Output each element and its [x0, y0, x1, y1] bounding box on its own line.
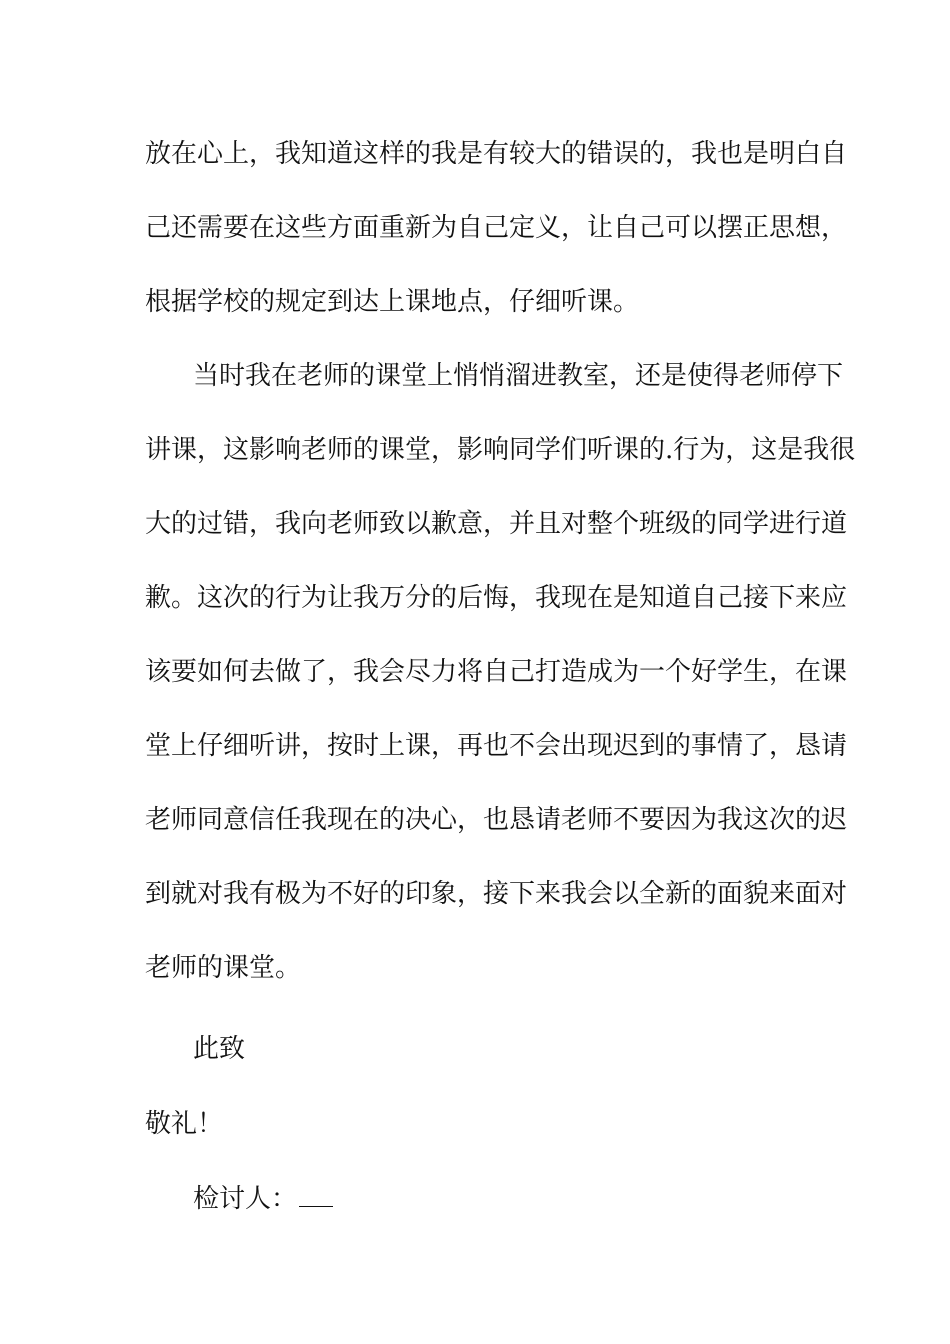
paragraph-line: 歉。这次的行为让我万分的后悔，我现在是知道自己接下来应 [145, 583, 848, 613]
paragraph-line: 该要如何去做了，我会尽力将自己打造成为一个好学生，在课 [145, 657, 848, 687]
paragraph-line: 根据学校的规定到达上课地点，仔细听课。 [145, 287, 640, 317]
paragraph-line: 放在心上，我知道这样的我是有较大的错误的，我也是明白自 [145, 139, 848, 169]
closing-text: 此致 [193, 1034, 246, 1064]
paragraph-line: 到就对我有极为不好的印象，接下来我会以全新的面貌来面对 [145, 879, 848, 909]
paragraph-line: 堂上仔细听讲，按时上课，再也不会出现迟到的事情了，恳请 [145, 731, 848, 761]
paragraph-line: 老师同意信任我现在的决心，也恳请老师不要因为我这次的迟 [145, 805, 848, 835]
paragraph-line: 当时我在老师的课堂上悄悄溜进教室，还是使得老师停下 [193, 361, 844, 391]
salute-text: 敬礼！ [145, 1109, 224, 1139]
paragraph-line: 己还需要在这些方面重新为自己定义，让自己可以摆正思想， [145, 213, 848, 243]
paragraph-line: 老师的课堂。 [145, 953, 302, 983]
signature-label: 检讨人： [193, 1184, 298, 1214]
paragraph-line: 讲课，这影响老师的课堂，影响同学们听课的.行为，这是我很 [145, 435, 856, 465]
signature-blank [299, 1184, 333, 1207]
signature-line [193, 1184, 863, 1214]
paragraph-line: 大的过错，我向老师致以歉意，并且对整个班级的同学进行道 [145, 509, 848, 539]
